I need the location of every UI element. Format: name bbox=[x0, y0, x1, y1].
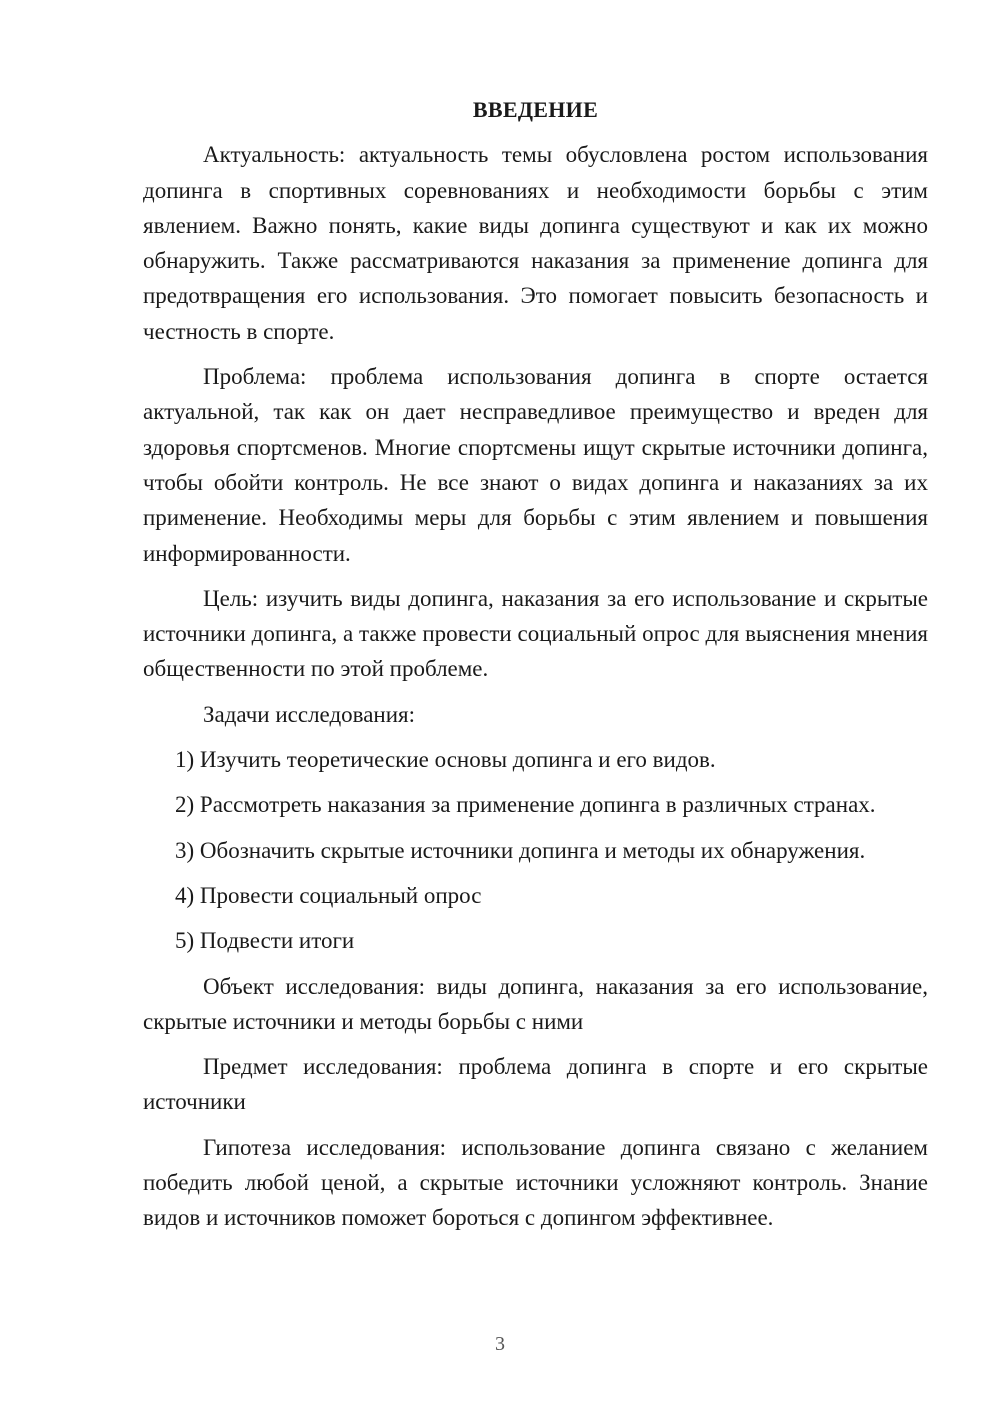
page-number: 3 bbox=[495, 1333, 505, 1355]
relevance-paragraph: Актуальность: актуальность темы обусловлена ростом использования допинга в спортивных соревнованиях и необходимости борьбы с этим явлением. Важно понять, какие виды допинга существуют и как их можно обнаружить. Также рассматриваются наказания за применение допинга для предотвращения его использования. Это помогает повысить безопасность и честность в спорте. bbox=[143, 142, 928, 344]
goal-paragraph: Цель: изучить виды допинга, наказания за его использование и скрытые источники допинга, а также провести социальный опрос для выяснения мнения общественности по этой проблеме. bbox=[143, 585, 928, 682]
task-item-4: 4) Провести социальный опрос bbox=[175, 882, 482, 908]
hypothesis-paragraph: Гипотеза исследования: использование допинга связано с желанием победить любой ценой, а скрытые источники усложняют контроль. Знание видов и источников поможет бороться с допингом эффективнее. bbox=[143, 1134, 928, 1231]
task-item-2: 2) Рассмотреть наказания за применение допинга в различных странах. bbox=[175, 792, 876, 818]
object-paragraph: Объект исследования: виды допинга, наказания за его использование, скрытые источники и методы борьбы с ними bbox=[143, 973, 928, 1034]
task-item-1: 1) Изучить теоретические основы допинга и его видов. bbox=[175, 747, 716, 773]
tasks-heading: Задачи исследования: bbox=[203, 701, 416, 727]
subject-paragraph: Предмет исследования: проблема допинга в спорте и его скрытые источники bbox=[143, 1054, 928, 1115]
task-item-5: 5) Подвести итоги bbox=[175, 928, 355, 954]
section-heading: ВВЕДЕНИЕ bbox=[472, 97, 599, 122]
page-content bbox=[143, 92, 928, 1246]
problem-paragraph: Проблема: проблема использования допинга в спорте остается актуальной, так как он дает несправедливое преимущество и вреден для здоровья спортсменов. Многие спортсмены ищут скрытые источники допинга, чтобы обойти контроль. Не все знают о видах допинга и наказаниях за их применение. Необходимы меры для борьбы с этим явлением и повышения информированности. bbox=[143, 364, 928, 566]
task-item-3: 3) Обозначить скрытые источники допинга и методы их обнаружения. bbox=[175, 837, 866, 863]
